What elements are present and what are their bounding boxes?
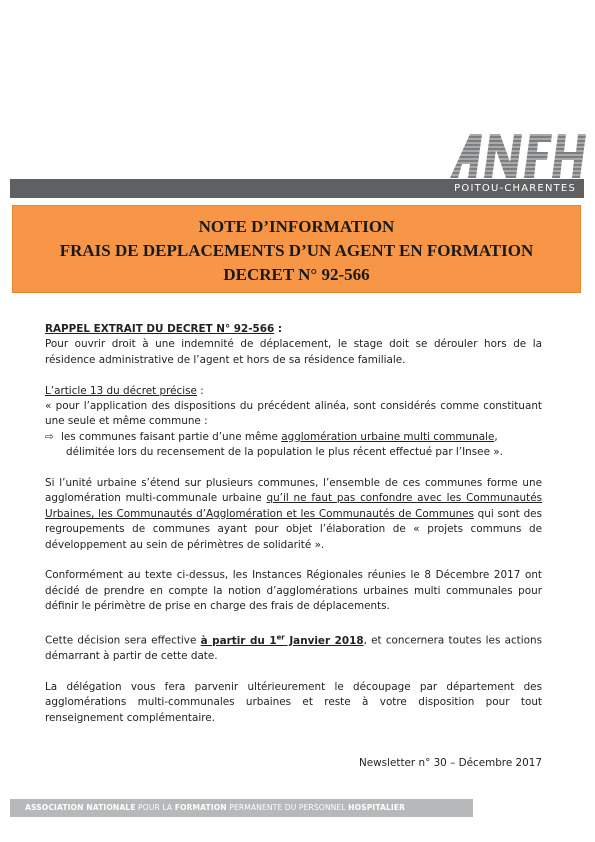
rappel-colon: : — [274, 323, 283, 335]
bullet-continuation: délimitée lors du recensement de la population le plus récent effectué par l’Insee ». — [66, 446, 503, 459]
bullet-item — [45, 430, 542, 445]
effective-date: à partir du 1er Janvier 2018 — [200, 633, 364, 647]
title-line-1: NOTE D’INFORMATION — [198, 217, 395, 236]
article-colon: : — [196, 384, 204, 397]
region-bar — [10, 179, 584, 198]
anfh-logo — [448, 132, 588, 178]
rappel-heading: RAPPEL EXTRAIT DU DECRET N° 92-566 — [45, 323, 275, 335]
distinction-note: qu’il ne faut pas confondre avec les Communautés Urbaines, les Communautés d’Agglomération et les Communautés de Communes — [45, 492, 543, 520]
newsletter-reference: Newsletter n° 30 – Décembre 2017 — [359, 757, 542, 769]
footer-bar — [10, 799, 473, 817]
article-heading-line — [45, 384, 542, 399]
footer-text: ASSOCIATION NATIONALE POUR LA FORMATION PERMANENTE DU PERSONNEL HOSPITALIER — [25, 803, 406, 812]
article-quote: « pour l’application des dispositions du précédent alinéa, sont considérés comme constituant une seule et même commune : — [45, 400, 542, 428]
paragraph-effective-date: Cette décision sera effective à partir du 1er Janvier 2018, et concernera toutes les actions démarrant à partir de cette date. — [45, 633, 542, 662]
paragraph-delegation: La délégation vous fera parvenir ultérieurement le découpage par département des agglomérations multi-communales urbaines et reste à votre disposition pour tout renseignement complémentaire. — [45, 680, 542, 724]
arrow-icon: ⇨ — [45, 430, 54, 443]
title-line-2: FRAIS DE DEPLACEMENTS D’UN AGENT EN FORMATION — [59, 241, 534, 260]
rappel-text: Pour ouvrir droit à une indemnité de déplacement, le stage doit se dérouler hors de la résidence administrative de l’agent et hors de sa résidence familiale. — [45, 338, 542, 366]
agglomeration-term: agglomération urbaine multi communale — [281, 430, 495, 443]
rappel-section — [45, 322, 542, 337]
region-label: POITOU-CHARENTES — [454, 183, 576, 194]
logo-text: ANFH — [518, 162, 521, 163]
paragraph-unite-urbaine: Si l’unité urbaine s’étend sur plusieurs communes, l’ensemble de ces communes forme une agglomération multi-communale urbaine qu’il ne faut pas confondre avec les Communautés Urbaines, les Communautés d’Agglomération et les Communautés de Communes qui sont des regroupements de communes ayant pour objet l’élaboration de « projets communs de développement au sein de périmètres de solidarité ». — [45, 477, 543, 551]
title-line-3: DECRET N° 92-566 — [223, 265, 370, 284]
title-box — [12, 205, 581, 293]
bullet-text: les communes faisant partie d’une même agglomération urbaine multi communale, — [61, 430, 498, 443]
paragraph-decision: Conformément au texte ci-dessus, les Instances Régionales réunies le 8 Décembre 2017 ont décidé de prendre en compte la notion d’agglomérations urbaines multi communales pour définir le périmètre de prise en charge des frais de déplacements. — [45, 569, 542, 613]
article-heading: L’article 13 du décret précise — [45, 384, 197, 397]
note-body — [45, 322, 542, 741]
